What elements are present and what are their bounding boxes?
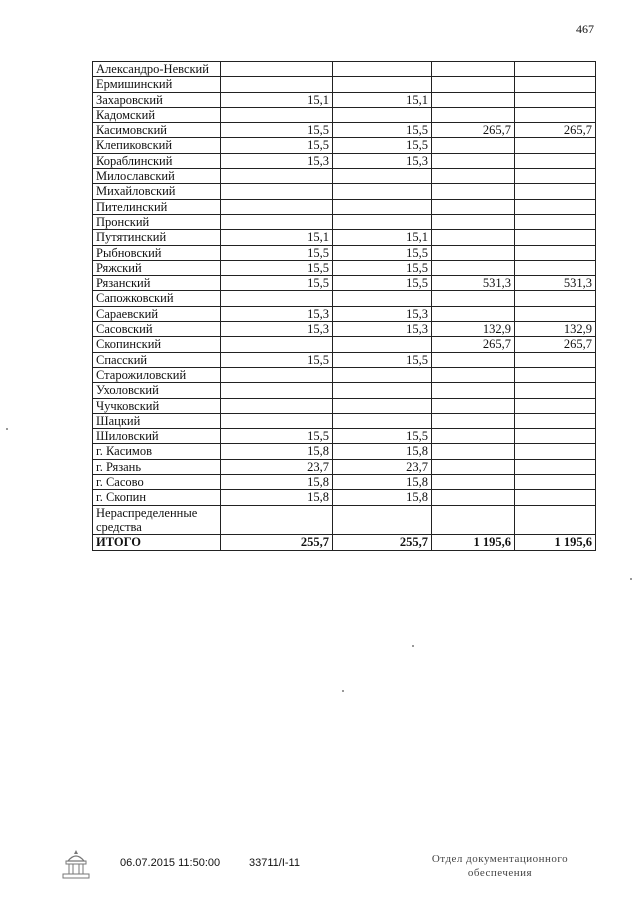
- value-cell: [432, 444, 515, 459]
- duma-emblem-icon: [58, 847, 94, 883]
- table-row: [93, 245, 596, 260]
- district-name-cell: Чучковский: [93, 398, 221, 413]
- district-name-cell: Ряжский: [93, 260, 221, 275]
- value-cell: [515, 169, 596, 184]
- value-cell: [515, 444, 596, 459]
- scan-speck: [412, 645, 414, 647]
- value-cell: [515, 260, 596, 275]
- value-cell: [515, 199, 596, 214]
- district-name-cell: г. Скопин: [93, 490, 221, 505]
- value-cell: [515, 475, 596, 490]
- value-cell: 15,8: [221, 444, 333, 459]
- value-cell: [333, 367, 432, 382]
- district-name-cell: Путятинский: [93, 230, 221, 245]
- district-name-cell: Шацкий: [93, 413, 221, 428]
- table-row: [93, 505, 596, 535]
- table-row: [93, 214, 596, 229]
- value-cell: [515, 490, 596, 505]
- value-cell: [515, 505, 596, 535]
- value-cell: [221, 291, 333, 306]
- district-name-cell: Пронский: [93, 214, 221, 229]
- value-cell: [333, 291, 432, 306]
- value-cell: [432, 214, 515, 229]
- value-cell: [333, 62, 432, 77]
- budget-table: [92, 61, 596, 551]
- district-name-cell: Ухоловский: [93, 383, 221, 398]
- table-row: [93, 260, 596, 275]
- value-cell: 15,3: [333, 153, 432, 168]
- district-name-cell: Сасовский: [93, 322, 221, 337]
- value-cell: [432, 505, 515, 535]
- district-name-cell: Кораблинский: [93, 153, 221, 168]
- value-cell: 15,3: [221, 153, 333, 168]
- value-cell: [432, 383, 515, 398]
- value-cell: 531,3: [432, 276, 515, 291]
- table-row: [93, 337, 596, 352]
- district-name-cell: Рыбновский: [93, 245, 221, 260]
- district-name-cell: Кадомский: [93, 107, 221, 122]
- value-cell: 23,7: [333, 459, 432, 474]
- value-cell: [515, 429, 596, 444]
- table-row: [93, 107, 596, 122]
- value-cell: [432, 138, 515, 153]
- table-row: [93, 276, 596, 291]
- district-name-cell: Рязанский: [93, 276, 221, 291]
- value-cell: [515, 62, 596, 77]
- value-cell: [432, 459, 515, 474]
- value-cell: 255,7: [221, 535, 333, 550]
- value-cell: [432, 291, 515, 306]
- district-name-cell: Шиловский: [93, 429, 221, 444]
- value-cell: 15,5: [221, 123, 333, 138]
- value-cell: [515, 138, 596, 153]
- value-cell: [515, 291, 596, 306]
- value-cell: [432, 92, 515, 107]
- value-cell: 15,8: [333, 475, 432, 490]
- footer-document-code: 33711/I-11: [249, 857, 300, 869]
- value-cell: 15,8: [221, 490, 333, 505]
- value-cell: 531,3: [515, 276, 596, 291]
- value-cell: [515, 245, 596, 260]
- footer-department-stamp: [405, 852, 595, 880]
- value-cell: 1 195,6: [432, 535, 515, 550]
- district-name-cell: г. Рязань: [93, 459, 221, 474]
- district-name-cell: Клепиковский: [93, 138, 221, 153]
- value-cell: 255,7: [333, 535, 432, 550]
- value-cell: [221, 77, 333, 92]
- district-name-cell: Скопинский: [93, 337, 221, 352]
- value-cell: 15,5: [333, 245, 432, 260]
- value-cell: [221, 337, 333, 352]
- value-cell: 15,3: [221, 322, 333, 337]
- value-cell: [333, 398, 432, 413]
- table-body: [93, 62, 596, 551]
- value-cell: [432, 260, 515, 275]
- district-name-cell: Касимовский: [93, 123, 221, 138]
- value-cell: [221, 184, 333, 199]
- value-cell: [432, 429, 515, 444]
- district-name-cell: Александро-Невский: [93, 62, 221, 77]
- value-cell: [515, 367, 596, 382]
- value-cell: [515, 107, 596, 122]
- scan-speck: [6, 428, 8, 430]
- value-cell: [515, 306, 596, 321]
- value-cell: [515, 383, 596, 398]
- table-row: [93, 306, 596, 321]
- district-name-cell: Сараевский: [93, 306, 221, 321]
- value-cell: 15,5: [221, 245, 333, 260]
- value-cell: [432, 153, 515, 168]
- table-row: [93, 413, 596, 428]
- value-cell: [432, 199, 515, 214]
- value-cell: 15,3: [221, 306, 333, 321]
- value-cell: 23,7: [221, 459, 333, 474]
- value-cell: [515, 92, 596, 107]
- scan-speck: [342, 690, 344, 692]
- district-name-cell: Сапожковский: [93, 291, 221, 306]
- value-cell: [515, 153, 596, 168]
- value-cell: 265,7: [515, 337, 596, 352]
- table-total-row: [93, 535, 596, 550]
- value-cell: [432, 62, 515, 77]
- value-cell: [432, 398, 515, 413]
- table-row: [93, 398, 596, 413]
- value-cell: [432, 77, 515, 92]
- table-row: [93, 138, 596, 153]
- table-row: [93, 77, 596, 92]
- table-row: [93, 383, 596, 398]
- value-cell: [515, 413, 596, 428]
- value-cell: [432, 230, 515, 245]
- value-cell: 15,5: [221, 260, 333, 275]
- value-cell: 15,1: [333, 230, 432, 245]
- value-cell: 15,5: [221, 138, 333, 153]
- table-row: [93, 475, 596, 490]
- value-cell: [221, 62, 333, 77]
- value-cell: 15,5: [333, 260, 432, 275]
- value-cell: [221, 214, 333, 229]
- value-cell: 15,5: [221, 429, 333, 444]
- value-cell: [221, 413, 333, 428]
- value-cell: 265,7: [515, 123, 596, 138]
- value-cell: 265,7: [432, 337, 515, 352]
- value-cell: [515, 459, 596, 474]
- value-cell: 15,3: [333, 322, 432, 337]
- value-cell: 15,8: [333, 490, 432, 505]
- district-name-cell: ИТОГО: [93, 535, 221, 550]
- district-name-cell: Нераспределенные средства: [93, 505, 221, 535]
- table-row: [93, 230, 596, 245]
- footer-datetime: 06.07.2015 11:50:00: [120, 857, 221, 869]
- table-row: [93, 169, 596, 184]
- value-cell: 15,1: [221, 92, 333, 107]
- value-cell: 15,5: [221, 276, 333, 291]
- value-cell: [221, 367, 333, 382]
- value-cell: [333, 214, 432, 229]
- value-cell: [432, 184, 515, 199]
- value-cell: [432, 169, 515, 184]
- value-cell: 265,7: [432, 123, 515, 138]
- table-row: [93, 92, 596, 107]
- value-cell: [333, 505, 432, 535]
- table-row: [93, 62, 596, 77]
- value-cell: 15,5: [333, 138, 432, 153]
- value-cell: [432, 413, 515, 428]
- value-cell: [515, 352, 596, 367]
- scan-speck: [630, 578, 632, 580]
- district-name-cell: Старожиловский: [93, 367, 221, 382]
- value-cell: [432, 245, 515, 260]
- value-cell: [515, 77, 596, 92]
- value-cell: 15,5: [333, 276, 432, 291]
- district-name-cell: Михайловский: [93, 184, 221, 199]
- district-name-cell: Пителинский: [93, 199, 221, 214]
- table-row: [93, 459, 596, 474]
- value-cell: [221, 169, 333, 184]
- value-cell: [221, 505, 333, 535]
- value-cell: 15,5: [333, 352, 432, 367]
- value-cell: [221, 107, 333, 122]
- table-row: [93, 184, 596, 199]
- value-cell: 15,8: [221, 475, 333, 490]
- district-name-cell: Ермишинский: [93, 77, 221, 92]
- value-cell: [432, 475, 515, 490]
- value-cell: [432, 490, 515, 505]
- department-line-2: обеспечения: [467, 867, 533, 879]
- value-cell: 15,5: [221, 352, 333, 367]
- table-row: [93, 429, 596, 444]
- table-row: [93, 153, 596, 168]
- value-cell: [515, 184, 596, 199]
- district-name-cell: Спасский: [93, 352, 221, 367]
- value-cell: [333, 337, 432, 352]
- table-row: [93, 352, 596, 367]
- district-name-cell: Милославский: [93, 169, 221, 184]
- value-cell: [333, 413, 432, 428]
- value-cell: 15,1: [333, 92, 432, 107]
- value-cell: 15,1: [221, 230, 333, 245]
- value-cell: [432, 107, 515, 122]
- value-cell: [432, 306, 515, 321]
- value-cell: [432, 352, 515, 367]
- value-cell: 15,8: [333, 444, 432, 459]
- value-cell: 132,9: [432, 322, 515, 337]
- value-cell: [333, 77, 432, 92]
- value-cell: [333, 107, 432, 122]
- value-cell: [221, 398, 333, 413]
- page-number: 467: [576, 22, 594, 36]
- table-row: [93, 291, 596, 306]
- table-row: [93, 444, 596, 459]
- value-cell: [515, 214, 596, 229]
- value-cell: [333, 184, 432, 199]
- district-name-cell: г. Сасово: [93, 475, 221, 490]
- value-cell: 15,3: [333, 306, 432, 321]
- district-name-cell: г. Касимов: [93, 444, 221, 459]
- table-row: [93, 367, 596, 382]
- value-cell: [333, 169, 432, 184]
- value-cell: 1 195,6: [515, 535, 596, 550]
- value-cell: 15,5: [333, 429, 432, 444]
- value-cell: 15,5: [333, 123, 432, 138]
- table-row: [93, 322, 596, 337]
- table-row: [93, 490, 596, 505]
- value-cell: 132,9: [515, 322, 596, 337]
- value-cell: [432, 367, 515, 382]
- value-cell: [515, 398, 596, 413]
- table-row: [93, 199, 596, 214]
- value-cell: [221, 199, 333, 214]
- department-line-1: Отдел документационного: [431, 853, 569, 865]
- value-cell: [333, 199, 432, 214]
- district-name-cell: Захаровский: [93, 92, 221, 107]
- value-cell: [221, 383, 333, 398]
- table-row: [93, 123, 596, 138]
- value-cell: [333, 383, 432, 398]
- value-cell: [515, 230, 596, 245]
